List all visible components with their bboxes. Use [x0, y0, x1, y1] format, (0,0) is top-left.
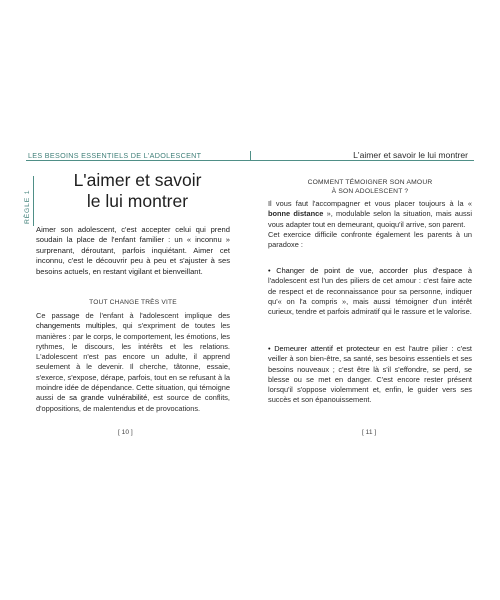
emphasis-distance: bonne distance — [268, 209, 324, 219]
chapter-intro: Aimer son adolescent, c'est accepter celui qui prend soudain la place de l'enfant familier : un « inconnu » surprenant, déroutant, parfois inquiétant. Aimer cet inconnu, c'est le découvrir peu à peu et s'ajuster à ses besoins actuels, en restant vigilant et bienveillant. — [36, 225, 230, 276]
body-paragraph-left — [36, 311, 230, 414]
emphasis-changes: changements multiples — [36, 321, 116, 331]
emphasis-vulnerability: sa grande vulnérabilité — [69, 393, 148, 403]
page-number-right: [ 11 ] — [362, 429, 377, 436]
chapter-title — [50, 170, 225, 212]
page-number-left: [ 10 ] — [118, 429, 133, 436]
chapter-title-line-2: le lui montrer — [86, 191, 189, 211]
bullet-1-text: à l'adolescent est l'un des piliers de cet amour : c'est faire acte de respect et de reconnaissance pour sa personne, indiquer qu'« on l'a compris », mais aussi témoigner d'un intérêt curieux, tendre et parfois admiratif qui le rassure et le valorise. — [268, 266, 472, 317]
section-title-left: TOUT CHANGE TRÈS VITE — [89, 299, 177, 306]
right-intro-text-1: Il vous faut l'accompagner et vous placer toujours à la « — [268, 199, 472, 208]
bullet-1-lead: • Changer de point de vue, accorder plus d'espace — [268, 266, 463, 275]
side-tab-rule — [33, 176, 34, 226]
running-head-right: L'aimer et savoir le lui montrer — [353, 150, 468, 160]
section-title-right — [268, 178, 472, 196]
bullet-2-lead: • Demeurer attentif et protecteur — [268, 344, 380, 353]
bullet-2-text: en est l'autre pilier : c'est veiller à son bien-être, sa santé, ses besoins essentiels et ses besoins nouveaux ; c'est être là s'il s'effondre, se perd, se blesse ou se met en danger. C'est encore rester présent lorsqu'il s'oppose violemment et, enfin, le guider vers ses succès et son épanouissement. — [268, 344, 472, 405]
right-intro-paragraph — [268, 199, 472, 250]
right-intro-text-2: », modulable selon la situation, mais aussi vous adapter tout en demeurant, quoiqu'il arrive, son parent. — [268, 209, 472, 229]
running-head-left: LES BESOINS ESSENTIELS DE L'ADOLESCENT — [28, 151, 202, 160]
spine-divider — [250, 151, 251, 161]
section-title-right-line-1: COMMENT TÉMOIGNER SON AMOUR — [307, 179, 433, 186]
section-title-right-line-2: À SON ADOLESCENT ? — [331, 188, 409, 195]
side-tab-label: RÈGLE 1 — [24, 189, 31, 224]
bullet-point-2 — [268, 344, 472, 406]
body-text-2: , qui s'expriment de toutes les manières : par le corps, le comportement, les émotions, les rythmes, le discours, les intérêts et les relations. L'adolescent n'est pas encore un adulte, il apprend seulement à le devenir. Il cherche, tâtonne, essaie, s'exerce, s'expose, dérape, parfois, tout en se refusant à la moindre idée de dépendance. Cette situation, qui témoigne aussi de — [36, 321, 231, 403]
body-text-3: , est source de conflits, d'oppositions, de malentendus et de provocations. — [36, 393, 230, 413]
right-intro-text-3: Cet exercice difficile confronte également les parents à un paradoxe : — [268, 229, 472, 250]
bullet-point-1 — [268, 266, 472, 317]
chapter-title-line-1: L'aimer et savoir — [73, 170, 202, 190]
body-text-1: Ce passage de l'enfant à l'adolescent implique des — [36, 311, 230, 320]
